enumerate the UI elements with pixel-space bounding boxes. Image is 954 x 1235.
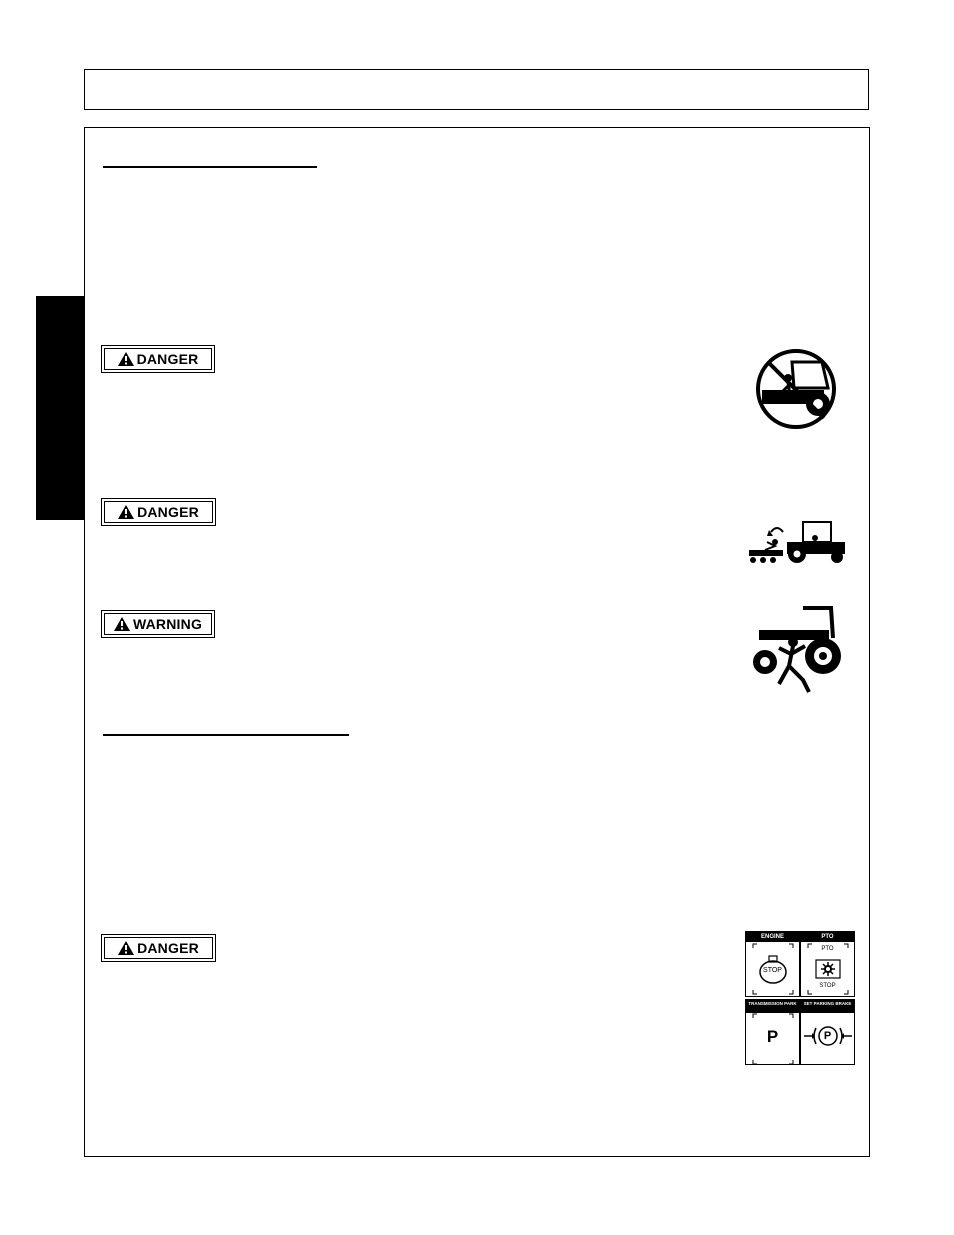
shutdown-decal xyxy=(745,931,855,1065)
parking-label: SET PARKING BRAKE xyxy=(801,1000,854,1013)
engine-stop-cell xyxy=(745,931,800,997)
engine-stop-text: STOP xyxy=(763,967,782,974)
section-heading-rule-2 xyxy=(103,734,349,736)
header-box xyxy=(84,69,869,110)
section-side-tab xyxy=(36,296,84,520)
danger-badge-3 xyxy=(101,934,216,962)
brake-letter: P xyxy=(823,1030,832,1042)
pto-stop-cell xyxy=(800,931,855,997)
signal-word: DANGER xyxy=(137,504,199,520)
alert-triangle-icon xyxy=(118,352,134,366)
pto-top-text: PTO xyxy=(821,946,834,952)
warning-badge xyxy=(101,610,215,638)
alert-triangle-icon xyxy=(114,617,130,631)
section-heading-rule-1 xyxy=(103,166,317,168)
no-riders-icon xyxy=(754,348,838,430)
danger-badge-2 xyxy=(101,498,216,526)
park-letter: P xyxy=(766,1027,779,1046)
danger-badge-1 xyxy=(101,345,215,373)
pto-stop-text: STOP xyxy=(819,983,836,989)
signal-word: DANGER xyxy=(137,940,199,956)
signal-word: WARNING xyxy=(132,616,203,632)
pto-label: PTO xyxy=(801,932,854,942)
tractor-runover-icon xyxy=(749,604,843,694)
alert-triangle-icon xyxy=(118,941,134,955)
transmission-label: TRANSMISSION PARK xyxy=(746,1000,799,1013)
parking-brake-cell xyxy=(800,999,855,1065)
engine-label: ENGINE xyxy=(746,932,799,942)
signal-word: DANGER xyxy=(136,351,199,367)
alert-triangle-icon xyxy=(118,505,134,519)
transmission-park-cell xyxy=(745,999,800,1065)
thrown-object-icon xyxy=(747,520,847,566)
